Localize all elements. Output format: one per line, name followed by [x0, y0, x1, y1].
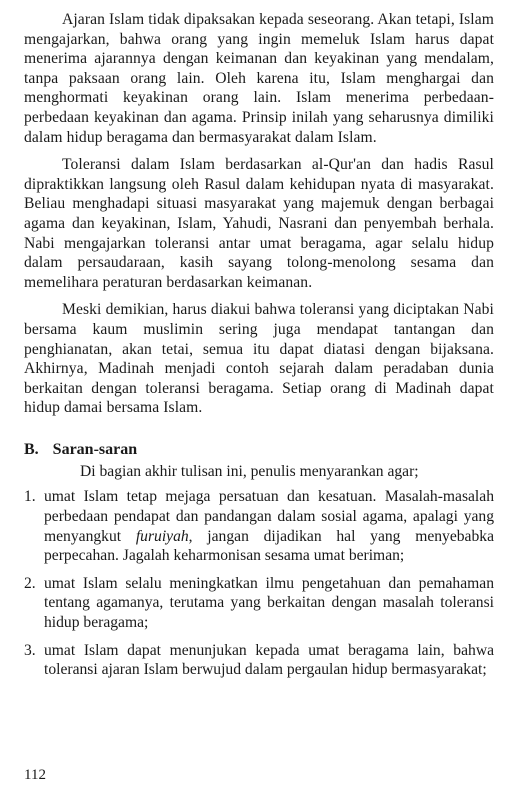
section-letter: B. [24, 440, 39, 458]
page-number: 112 [24, 767, 46, 783]
suggestion-list [24, 487, 494, 679]
list-item [24, 574, 494, 633]
list-item-text-part: umat Islam tetap mejaga persatuan dan kesatuan. Masalah-masalah perbedaan pendapat dan pandangan dalam sosial agama, apalagi yang menyangkut [44, 488, 494, 545]
italic-term: furuiyah [135, 527, 189, 545]
list-item-text [44, 487, 494, 565]
section-title: Saran-saran [52, 440, 138, 458]
book-page [24, 10, 494, 688]
list-item-number: 1. [24, 488, 36, 506]
list-item-number: 2. [24, 574, 36, 592]
list-item-number: 3. [24, 641, 36, 659]
body-paragraph-1: Ajaran Islam tidak dipaksakan kepada seseorang. Akan tetapi, Islam mengajarkan, bahwa orang yang ingin memeluk Islam harus dapat menerima ajarannya dengan keimanan dan keyakinan yang mendalam, tanpa paksaan orang lain. Oleh karena itu, Islam menghargai dan menghormati keyakinan orang lain. Islam menerima perbedaan-perbedaan keyakinan dan agama. Prinsip inilah yang seharusnya dimiliki dalam hidup beragama dan bermasyarakat dalam Islam. [24, 11, 494, 146]
list-item [24, 487, 494, 565]
list-item-text: umat Islam selalu meningkatkan ilmu pengetahuan dan pemahaman tentang agamanya, terutama yang berkaitan dengan masalah toleransi hidup beragama; [44, 574, 494, 632]
body-paragraph-2: Toleransi dalam Islam berdasarkan al-Qur'an dan hadis Rasul dipraktikkan langsung oleh Rasul dalam kehidupan nyata di masyarakat. Beliau menghadapi situasi masyarakat yang majemuk dengan berbagai agama dan keyakinan, Islam, Yahudi, Nasrani dan penyembah berhala. Nabi mengajarkan toleransi antar umat beragama, agar selalu hidup dalam persaudaraan, kasih sayang tolong-menolong sesama dan memelihara peraturan berdasarkan keimanan. [24, 156, 494, 291]
section-heading [24, 440, 494, 460]
section-intro: Di bagian akhir tulisan ini, penulis menyarankan agar; [80, 462, 419, 480]
list-item-text-part: , jangan dijadikan hal yang menyebabka perpecahan. Jagalah keharmonisan sesama umat beriman; [44, 527, 494, 565]
list-item [24, 641, 494, 680]
list-item-text: umat Islam dapat menunjukan kepada umat beragama lain, bahwa toleransi ajaran Islam berwujud dalam pergaulan hidup bermasyarakat; [44, 641, 494, 679]
body-paragraph-3: Meski demikian, harus diakui bahwa toleransi yang diciptakan Nabi bersama kaum muslimin sering juga mendapat tantangan dan penghianatan, akan tetai, semua itu dapat diatasi dengan bijaksana. Akhirnya, Madinah menjadi contoh sejarah dalam peradaban dunia berkaitan dengan toleransi beragama. Setiap orang di Madinah dapat hidup damai bersama Islam. [24, 301, 494, 417]
